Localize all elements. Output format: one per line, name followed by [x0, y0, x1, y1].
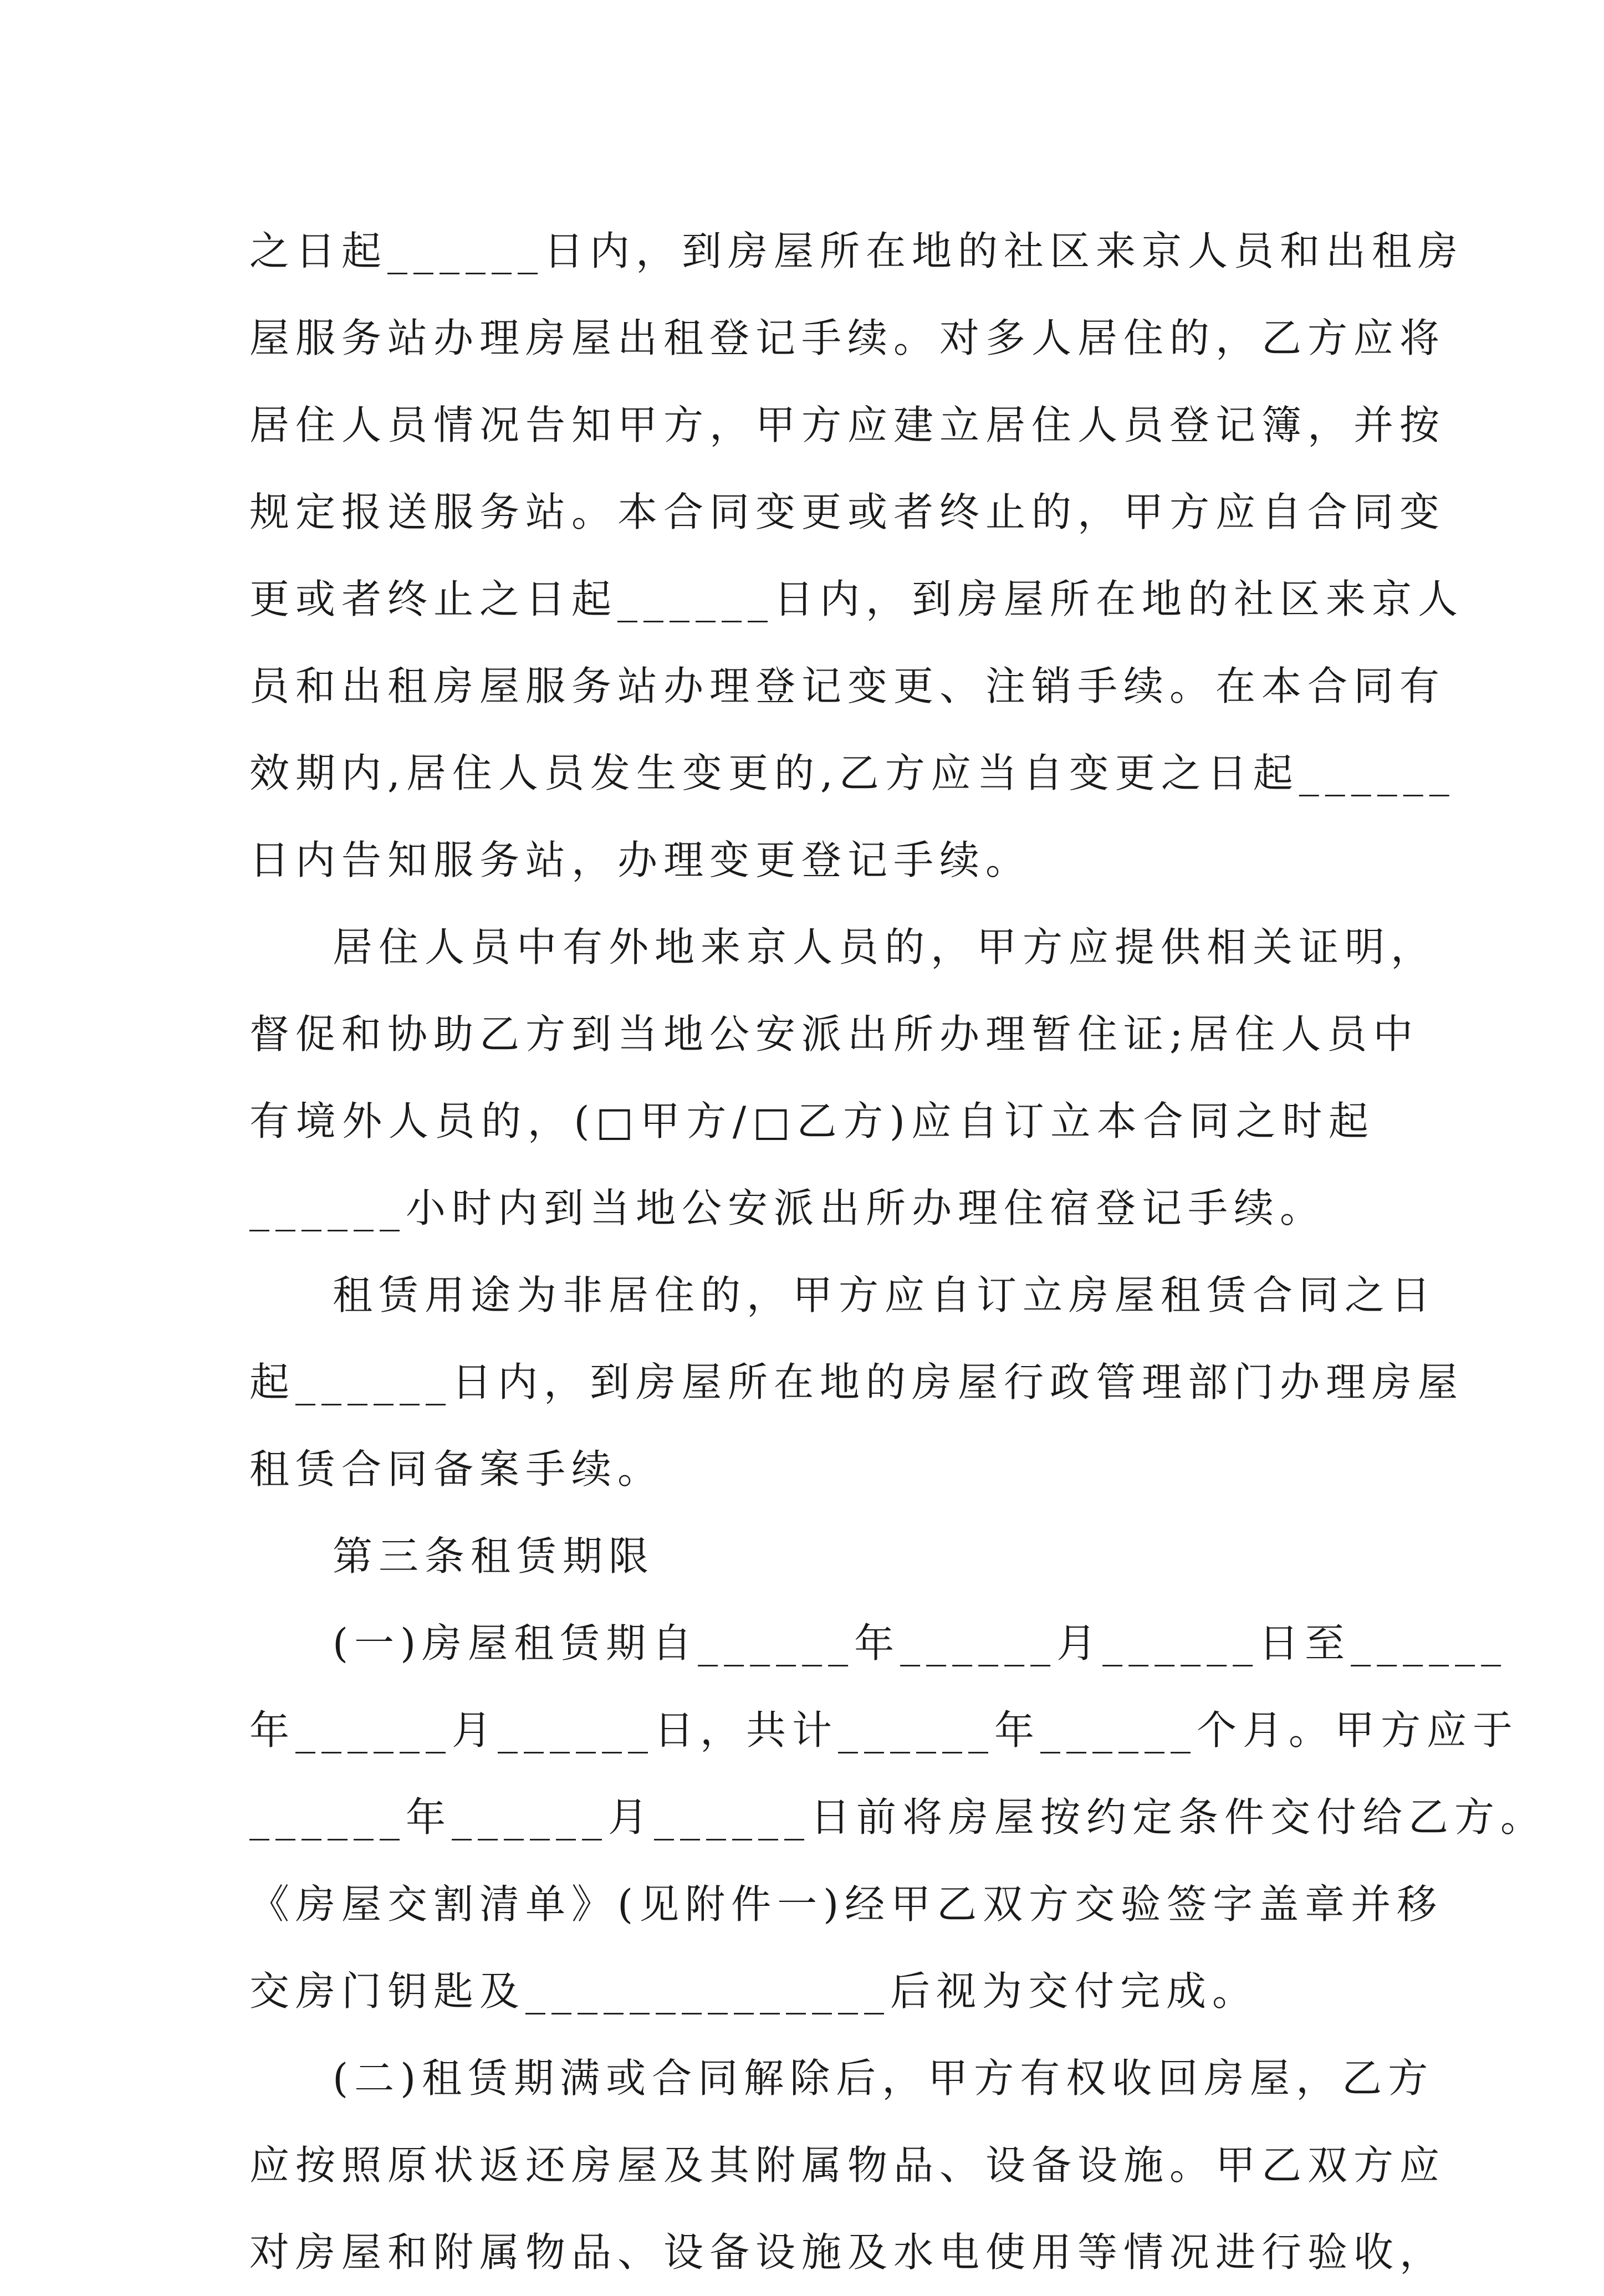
text-line: 年______月______日，共计______年______个月。甲方应于: [249, 1707, 1519, 1753]
text-line: 交房门钥匙及______________后视为交付完成。: [249, 1968, 1259, 2014]
text-line: 租赁用途为非居住的，甲方应自订立房屋租赁合同之日: [333, 1272, 1437, 1318]
text-line: 屋服务站办理房屋出租登记手续。对多人居住的，乙方应将: [249, 315, 1446, 361]
text-line: 有境外人员的，(□甲方/□乙方)应自订立本合同之时起: [249, 1098, 1375, 1144]
section-heading: 第三条租赁期限: [333, 1533, 655, 1579]
text-line: 居住人员中有外地来京人员的，甲方应提供相关证明，: [333, 924, 1437, 970]
text-line: 员和出租房屋服务站办理登记变更、注销手续。在本合同有: [249, 663, 1446, 709]
text-line: 租赁合同备案手续。: [249, 1446, 664, 1492]
text-line: 效期内,居住人员发生变更的,乙方应当自变更之日起______: [249, 750, 1455, 796]
text-line: 居住人员情况告知甲方，甲方应建立居住人员登记簿，并按: [249, 402, 1446, 448]
text-line: 督促和协助乙方到当地公安派出所办理暂住证;居住人员中: [249, 1011, 1419, 1057]
document-body: [249, 208, 1547, 2296]
text-line: 《房屋交割清单》(见附件一)经甲乙双方交验签字盖章并移: [249, 1881, 1443, 1927]
text-line: 应按照原状返还房屋及其附属物品、设备设施。甲乙双方应: [249, 2142, 1446, 2188]
text-line: (二)租赁期满或合同解除后，甲方有权收回房屋，乙方: [333, 2055, 1434, 2101]
text-line: 对房屋和附属物品、设备设施及水电使用等情况进行验收，: [249, 2229, 1446, 2275]
text-line: ______年______月______日前将房屋按约定条件交付给乙方。: [249, 1794, 1547, 1840]
text-line: 更或者终止之日起______日内，到房屋所在地的社区来京人: [249, 576, 1464, 622]
text-line: (一)房屋租赁期自______年______月______日至______: [333, 1620, 1508, 1666]
text-line: 之日起______日内，到房屋所在地的社区来京人员和出租房: [249, 228, 1464, 274]
text-line: 日内告知服务站，办理变更登记手续。: [249, 837, 1032, 883]
text-line: ______小时内到当地公安派出所办理住宿登记手续。: [249, 1185, 1326, 1231]
text-line: 起______日内，到房屋所在地的房屋行政管理部门办理房屋: [249, 1359, 1464, 1405]
text-line: 规定报送服务站。本合同变更或者终止的，甲方应自合同变: [249, 489, 1446, 535]
